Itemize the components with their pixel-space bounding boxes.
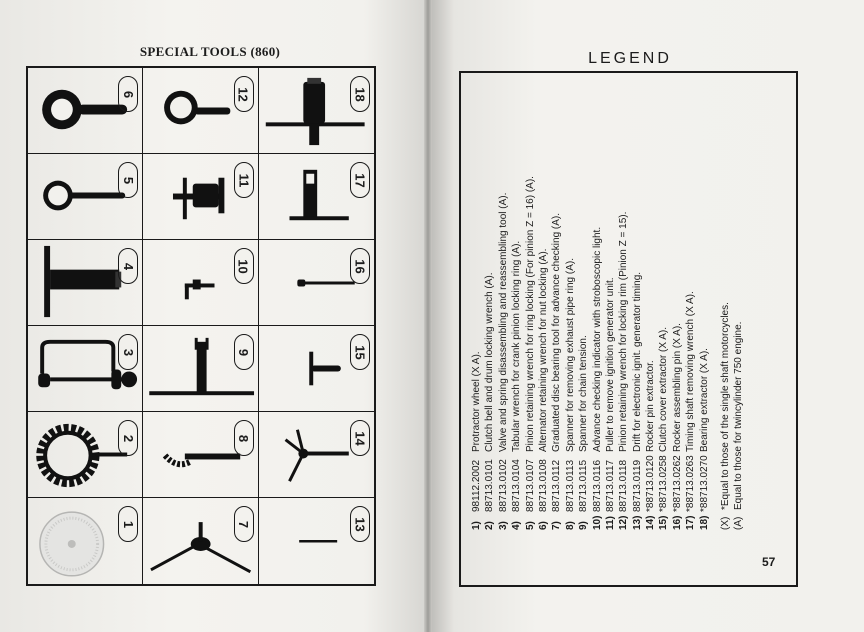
tool-number-badge: 13 — [350, 506, 370, 542]
legend-item-code: 88713.0115 — [578, 459, 590, 512]
legend-item-description: Spanner for chain tension. — [578, 335, 590, 452]
tool-number-badge: 16 — [350, 248, 370, 284]
legend-note-mark: (X) — [720, 516, 732, 530]
tool-number-badge: 3 — [118, 334, 138, 370]
legend-item — [591, 60, 604, 530]
legend-title: LEGEND — [588, 50, 672, 67]
tool-cell — [28, 326, 143, 412]
tool-cell — [28, 68, 143, 154]
legend-item-code: *88713.0258 — [658, 455, 670, 512]
tool-cell — [28, 240, 143, 326]
tool-number-badge: 15 — [350, 334, 370, 370]
legend-item-number: 4) — [511, 521, 523, 530]
legend-item-number: 12) — [618, 515, 630, 530]
legend-item-number: 9) — [578, 521, 590, 530]
legend-item-number: 11) — [604, 516, 616, 530]
legend-item-description: Alternator retaining wrench for nut locking (A). — [537, 248, 549, 452]
tool-cell — [259, 498, 374, 584]
tool-cell — [28, 412, 143, 498]
tool-number-badge: 8 — [234, 420, 254, 456]
page-number: 57 — [762, 555, 776, 569]
tool-cell — [259, 326, 374, 412]
legend-item — [671, 60, 684, 530]
legend-item — [631, 60, 644, 530]
legend-item-number: 3) — [497, 521, 509, 530]
tool-cell — [143, 240, 258, 326]
tool-cell — [28, 154, 143, 240]
tool-cell — [143, 68, 258, 154]
tool-cell — [143, 412, 258, 498]
legend-item — [470, 60, 483, 530]
legend-item-code: *88713.0120 — [645, 455, 657, 512]
legend-note — [732, 60, 745, 530]
legend-list — [470, 60, 711, 530]
legend-content — [470, 60, 790, 530]
legend-item-number: 1) — [471, 521, 482, 530]
tool-cell — [259, 412, 374, 498]
legend-item — [657, 60, 670, 530]
tools-grid — [26, 66, 376, 586]
legend-item-code: 88713.0104 — [511, 459, 523, 512]
special-tools-title: SPECIAL TOOLS (860) — [139, 44, 281, 59]
tool-number-badge: 1 — [118, 506, 138, 542]
legend-item-description: Pinion retaining wrench for locking rim (Pinion Z = 15). — [618, 211, 630, 452]
legend-item-code: 88713.0108 — [537, 459, 549, 512]
legend-item-number: 5) — [524, 521, 536, 530]
legend-item — [564, 60, 577, 530]
legend-item-number: 2) — [484, 521, 496, 530]
tool-number-badge: 17 — [350, 162, 370, 198]
legend-item-description: Graduated disc bearing tool for advance checking (A). — [551, 212, 563, 452]
legend-item — [524, 60, 537, 530]
legend-item-description: Advance checking indicator with stroboscopic light. — [591, 226, 603, 452]
tool-number-badge: 5 — [118, 162, 138, 198]
legend-item-code: *88713.0270 — [698, 455, 710, 512]
tool-number-badge: 14 — [350, 420, 370, 456]
legend-item-number: 17) — [685, 515, 697, 530]
legend-note-text: Equal to those for twincylinder 750 engine. — [733, 321, 745, 510]
legend-item — [497, 60, 510, 530]
tool-number-badge: 7 — [234, 506, 254, 542]
legend-item — [550, 60, 563, 530]
tool-number-badge: 9 — [234, 334, 254, 370]
legend-item — [604, 60, 617, 530]
legend-item-code: 88713.0102 — [497, 459, 509, 512]
tool-number-badge: 11 — [234, 162, 254, 198]
legend-item — [537, 60, 550, 530]
tool-number-badge: 18 — [350, 76, 370, 112]
legend-item-code: 88713.0119 — [631, 459, 643, 512]
legend-item-code: *88713.0262 — [671, 455, 683, 512]
legend-item-number: 14) — [645, 515, 657, 530]
tool-number-badge: 10 — [234, 248, 254, 284]
legend-item-number: 7) — [551, 521, 563, 530]
legend-item-description: Pinion retaining wrench for ring locking (For pinion Z = 16) (A). — [524, 176, 536, 452]
legend-item-code: 88713.0118 — [618, 459, 630, 512]
tool-number-badge: 4 — [118, 248, 138, 284]
tool-cell — [143, 154, 258, 240]
legend-item-description: Rocker assembling pin (X A). — [671, 323, 683, 452]
tool-cell — [143, 498, 258, 584]
legend-item — [684, 60, 697, 530]
legend-note-mark: (A) — [733, 516, 745, 530]
legend-item-description: Timing shaft removing wrench (X A). — [685, 291, 697, 452]
legend-item-code: 88713.0117 — [604, 459, 616, 512]
legend-item-description: Tabular wrench for crank pinion locking ring (A). — [511, 240, 523, 452]
legend-item-description: Clutch cover extractor (X A). — [658, 326, 670, 452]
legend-item-description: Clutch bell and drum locking wrench (A). — [484, 272, 496, 452]
legend-item-number: 18) — [698, 515, 710, 530]
legend-item-code: 98112.2002 — [471, 459, 482, 512]
tool-cell — [259, 240, 374, 326]
legend-item-description: Protractor wheel (X A). — [471, 351, 482, 452]
legend-notes — [719, 60, 746, 530]
legend-item-description: Rocker pin extractor. — [645, 360, 657, 452]
legend-item-description: Spanner for removing exhaust pipe ring (A). — [564, 258, 576, 452]
book-gutter — [424, 0, 432, 632]
legend-item-code: *88713.0263 — [685, 455, 697, 512]
legend-item — [483, 60, 496, 530]
legend-item-code: 88713.0116 — [591, 459, 603, 512]
legend-item-number: 16) — [671, 515, 683, 530]
legend-item-description: Puller to remove ignition generator unit. — [604, 277, 616, 452]
legend-item-number: 6) — [537, 521, 549, 530]
legend-item-code: 88713.0113 — [564, 459, 576, 512]
tool-number-badge: 2 — [118, 420, 138, 456]
tool-cell — [28, 498, 143, 584]
legend-item-number: 15) — [658, 515, 670, 530]
legend-item-number: 13) — [631, 515, 643, 530]
legend-item-description: Bearing extractor (X A). — [698, 348, 710, 452]
tool-cell — [259, 154, 374, 240]
legend-item-code: 88713.0107 — [524, 459, 536, 512]
legend-item-description: Valve and spring disassembling and reassembling tool (A). — [497, 192, 509, 452]
legend-note — [719, 60, 732, 530]
legend-note-text: *Equal to those of the single shaft motorcycles. — [720, 302, 732, 510]
legend-item-description: Drift for electronic ignit. generator timing. — [631, 271, 643, 452]
legend-item — [617, 60, 630, 530]
tool-cell — [143, 326, 258, 412]
legend-item-code: 88713.0112 — [551, 459, 563, 512]
tool-cell — [259, 68, 374, 154]
legend-item — [510, 60, 523, 530]
legend-item-number: 8) — [564, 521, 576, 530]
legend-item-code: 88713.0101 — [484, 459, 496, 512]
legend-item — [644, 60, 657, 530]
legend-item-number: 10) — [591, 515, 603, 530]
tool-number-badge: 12 — [234, 76, 254, 112]
legend-item — [698, 60, 711, 530]
legend-item — [577, 60, 590, 530]
tool-number-badge: 6 — [118, 76, 138, 112]
